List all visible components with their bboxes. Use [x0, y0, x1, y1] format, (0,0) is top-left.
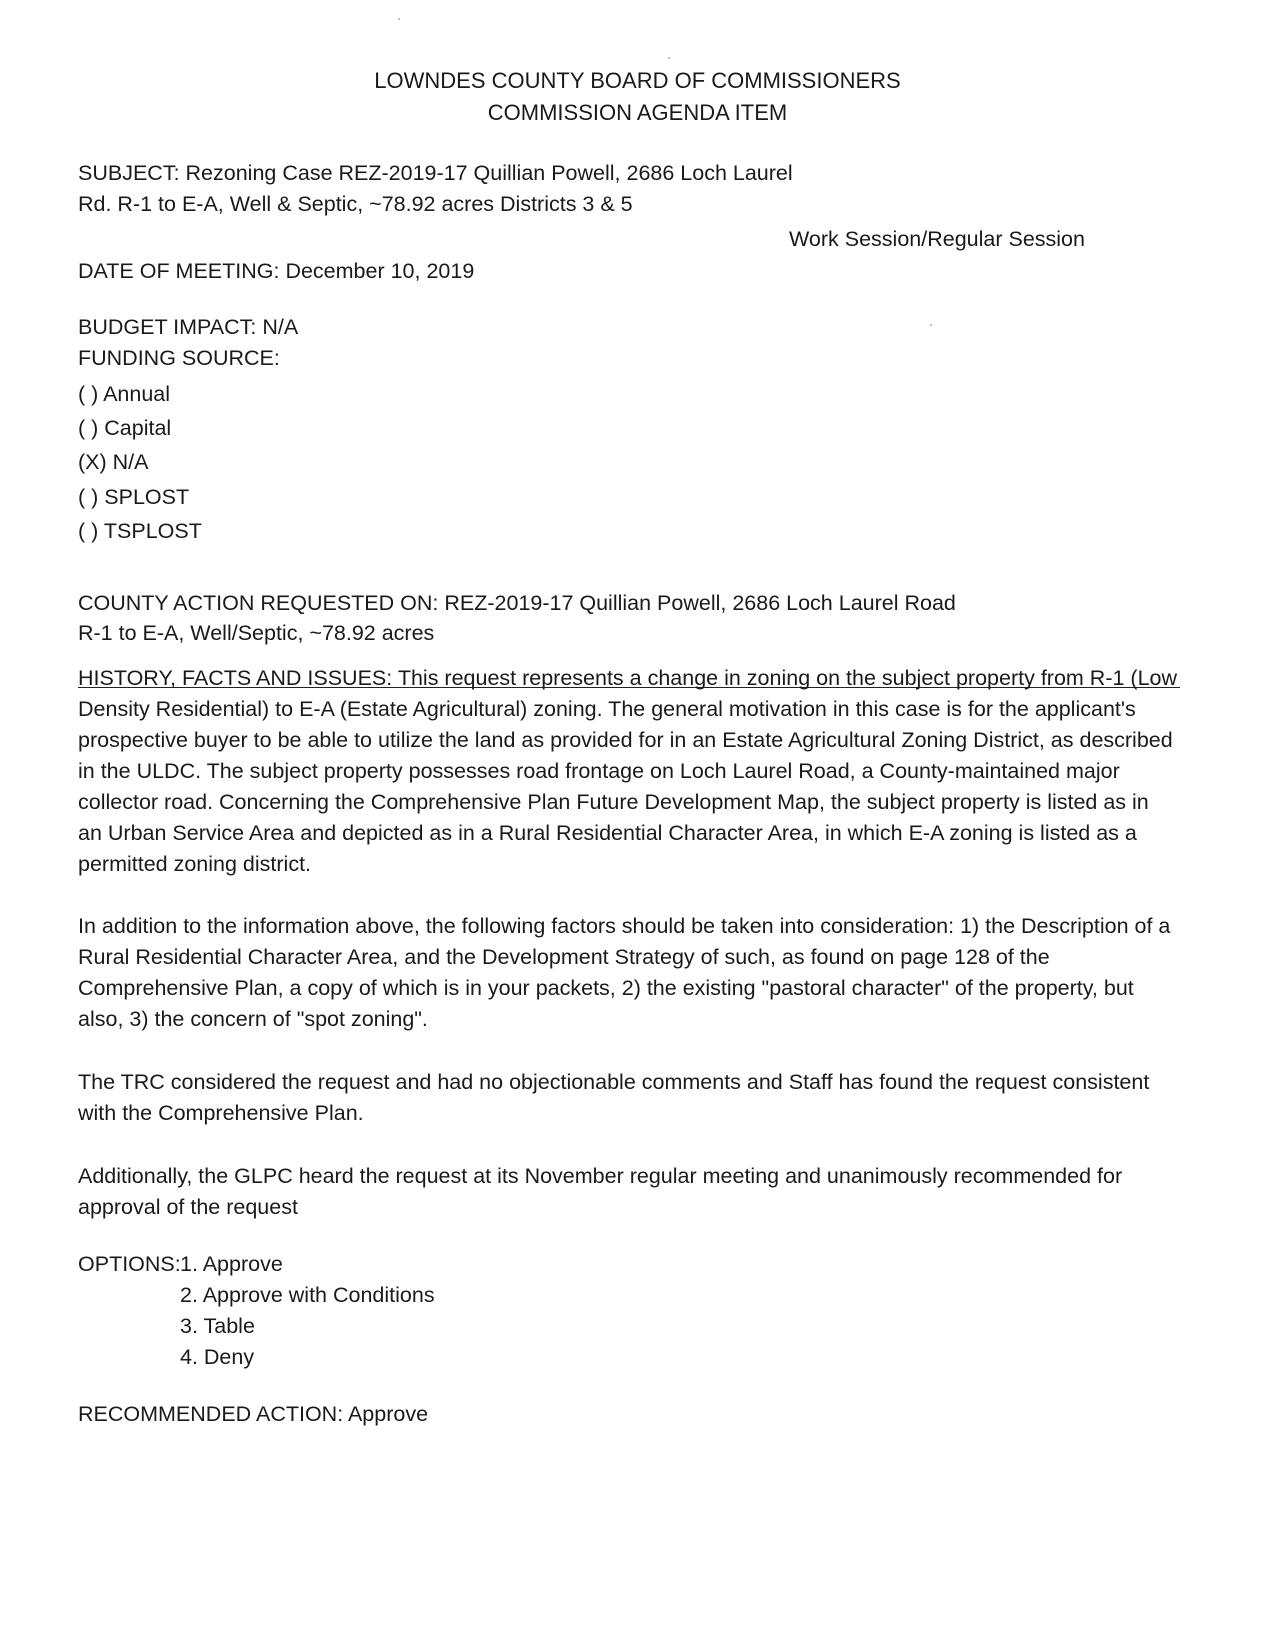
- funding-option-splost: ( ) SPLOST: [78, 485, 190, 509]
- meeting-date: DATE OF MEETING: December 10, 2019: [78, 259, 475, 283]
- funding-option-na: (X) N/A: [78, 450, 149, 474]
- history-facts-issues: HISTORY, FACTS AND ISSUES: This request represents a change in zoning on the subject property from R-1 (Low Density Residential) to E-A (Estate Agricultural) zoning. The general motivation in this case is for the applicant's prospective buyer to be able to utilize the land as provided for in an Estate Agricultural Zoning District, as described in the ULDC. The subject property possesses road frontage on Loch Laurel Road, a County-maintained major collector road. Concerning the Comprehensive Plan Future Development Map, the subject property is listed as in an Urban Service Area and depicted as in a Rural Residential Character Area, in which E-A zoning is listed as a permitted zoning district.: [78, 666, 1178, 876]
- recommended-action: RECOMMENDED ACTION: Approve: [78, 1402, 429, 1426]
- action-requested-line-2: R-1 to E-A, Well/Septic, ~78.92 acres: [78, 621, 435, 645]
- budget-impact: BUDGET IMPACT: N/A: [78, 315, 299, 339]
- scan-speck: [668, 57, 670, 59]
- scan-speck: [398, 18, 400, 20]
- option-table: 3. Table: [180, 1314, 255, 1338]
- glpc-paragraph: Additionally, the GLPC heard the request at its November regular meeting and unanimously recommended for approval of the request: [78, 1164, 1123, 1219]
- scan-speck: [930, 324, 932, 326]
- funding-source-label: FUNDING SOURCE:: [78, 346, 280, 370]
- subject-line-1: SUBJECT: Rezoning Case REZ-2019-17 Quillian Powell, 2686 Loch Laurel: [78, 161, 793, 185]
- option-approve: 1. Approve: [180, 1252, 283, 1276]
- subject-line-2: Rd. R-1 to E-A, Well & Septic, ~78.92 acres Districts 3 & 5: [78, 192, 633, 216]
- funding-option-capital: ( ) Capital: [78, 416, 172, 440]
- considerations-paragraph: In addition to the information above, the following factors should be taken into consideration: 1) the Description of a Rural Residential Character Area, and the Development Strategy of such, as found on page 128 of the Comprehensive Plan, a copy of which is in your packets, 2) the existing "pastoral character" of the property, but also, 3) the concern of "spot zoning".: [78, 914, 1171, 1031]
- header-title: LOWNDES COUNTY BOARD OF COMMISSIONERS: [374, 68, 901, 93]
- funding-option-tsplost: ( ) TSPLOST: [78, 519, 202, 543]
- option-approve-with-conditions: 2. Approve with Conditions: [180, 1283, 435, 1307]
- action-requested-line-1: COUNTY ACTION REQUESTED ON: REZ-2019-17 Quillian Powell, 2686 Loch Laurel Road: [78, 591, 956, 615]
- trc-paragraph: The TRC considered the request and had no objectionable comments and Staff has found the request consistent with the Comprehensive Plan.: [78, 1070, 1150, 1125]
- options-label: OPTIONS:: [78, 1252, 181, 1276]
- funding-option-annual: ( ) Annual: [78, 382, 171, 406]
- header-subtitle: COMMISSION AGENDA ITEM: [487, 100, 788, 125]
- option-deny: 4. Deny: [180, 1345, 255, 1369]
- session-type: Work Session/Regular Session: [789, 227, 1085, 251]
